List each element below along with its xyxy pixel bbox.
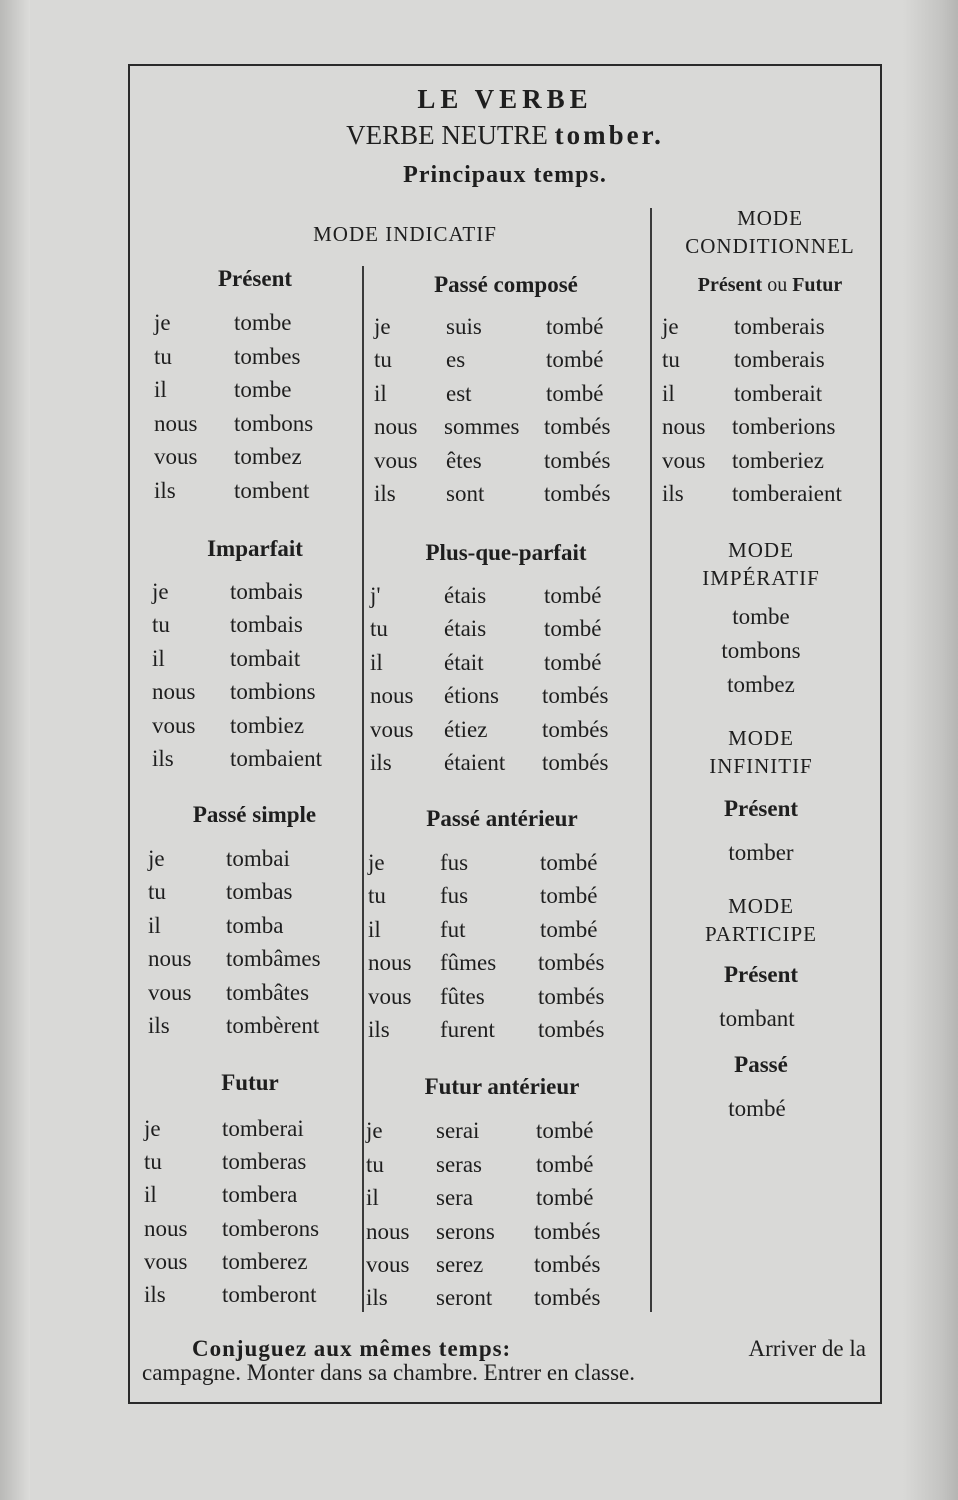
conj-cell: il (144, 1182, 157, 1207)
conj-cell: tombé (540, 917, 598, 942)
conj-cell: il (152, 646, 165, 671)
infinitif-form: tomber (728, 840, 794, 865)
conj-cell: ils (152, 746, 174, 771)
conj-cell: tu (152, 612, 170, 637)
imperatif-form: tombez (727, 672, 795, 697)
conj-cell: étais (444, 583, 487, 608)
conj-cell: sont (446, 481, 485, 506)
heading-passe-simple: Passé simple (192, 802, 317, 827)
conj-cell: tu (148, 879, 166, 904)
conj-cell: tomberons (222, 1216, 320, 1241)
conjugation-table (128, 64, 882, 1404)
conj-cell: tu (144, 1149, 162, 1174)
conj-cell: vous (152, 713, 196, 738)
conj-cell: tu (368, 883, 386, 908)
mode-imperatif-label: MODE IMPÉRATIF (702, 538, 820, 590)
conj-cell: il (662, 381, 675, 406)
conj-cell: tu (374, 347, 392, 372)
subtitle (130, 120, 880, 151)
conj-cell: tombé (544, 650, 602, 675)
conj-cell: tombés (538, 1017, 605, 1042)
conj-cell: tombé (546, 381, 604, 406)
conj-cell: fus (440, 850, 469, 875)
conj-cell: tomberait (734, 381, 823, 406)
conj-cell: tombâtes (226, 980, 310, 1005)
conj-cell: tombé (540, 883, 598, 908)
conj-cell: tu (370, 616, 388, 641)
conj-cell: tomberont (222, 1282, 317, 1307)
conj-cell: je (152, 579, 169, 604)
conj-cell: tombés (544, 481, 611, 506)
mode-participe-label: MODE PARTICIPE (705, 894, 817, 946)
conj-cell: tombés (534, 1285, 601, 1310)
conj-cell: tombent (234, 478, 310, 503)
conj-cell: tombions (230, 679, 316, 704)
conj-cell: vous (370, 717, 414, 742)
conj-cell: tomberais (734, 314, 825, 339)
conj-cell: vous (662, 448, 706, 473)
conj-cell: sera (436, 1185, 474, 1210)
conj-cell: ils (144, 1282, 166, 1307)
conj-cell: tomberions (732, 414, 836, 439)
conj-cell: nous (662, 414, 706, 439)
conj-cell: êtes (446, 448, 482, 473)
mode-indicatif-label: MODE INDICATIF (313, 222, 497, 246)
conj-cell: ils (148, 1013, 170, 1038)
conj-cell: je (662, 314, 679, 339)
conj-cell: je (144, 1116, 161, 1141)
conj-cell: tombez (234, 444, 302, 469)
heading-conditionnel-present-futur: Présent ou Futur (697, 274, 843, 296)
conj-cell: tombés (542, 683, 609, 708)
conj-cell: nous (370, 683, 414, 708)
conj-cell: tombera (222, 1182, 298, 1207)
conj-cell: nous (148, 946, 192, 971)
conj-cell: sommes (444, 414, 520, 439)
conj-cell: tombé (546, 347, 604, 372)
imperatif-form: tombons (721, 638, 801, 663)
conj-cell: tu (366, 1152, 384, 1177)
conj-cell: tu (662, 347, 680, 372)
conj-cell: tombés (538, 984, 605, 1009)
conj-cell: tomberez (222, 1249, 308, 1274)
conj-cell: fûtes (440, 984, 485, 1009)
conj-cell: furent (440, 1017, 495, 1042)
conj-cell: est (446, 381, 472, 406)
conj-cell: fus (440, 883, 469, 908)
conj-cell: tombaient (230, 746, 322, 771)
conj-cell: tombèrent (226, 1013, 320, 1038)
conj-cell: tombé (544, 583, 602, 608)
conj-cell: tombé (540, 850, 598, 875)
conj-cell: étiez (444, 717, 488, 742)
conj-cell: ils (366, 1285, 388, 1310)
conj-cell: serons (436, 1219, 495, 1244)
conj-cell: es (446, 347, 466, 372)
conj-cell: tombé (536, 1152, 594, 1177)
conj-cell: vous (144, 1249, 188, 1274)
conj-cell: étions (444, 683, 499, 708)
participe-passe-form: tombé (728, 1096, 786, 1121)
conj-cell: tombé (544, 616, 602, 641)
conj-cell: était (444, 650, 484, 675)
conj-cell: tombés (538, 950, 605, 975)
exercise-line-1: Conjuguez aux mêmes temps: Arriver de la (192, 1336, 866, 1361)
conj-cell: je (154, 310, 171, 335)
principaux-temps: Principaux temps. (403, 162, 607, 188)
conj-cell: tombait (230, 646, 301, 671)
conj-cell: tombe (234, 310, 292, 335)
conj-cell: il (370, 650, 383, 675)
conj-cell: vous (148, 980, 192, 1005)
conj-cell: tombai (226, 846, 290, 871)
heading-futur: Futur (221, 1070, 279, 1095)
column-divider-right (650, 208, 652, 1312)
column-divider-left (362, 266, 364, 1312)
conj-cell: vous (366, 1252, 410, 1277)
conj-cell: tomba (226, 913, 284, 938)
conj-cell: tombiez (230, 713, 305, 738)
conj-cell: seras (436, 1152, 482, 1177)
conj-cell: nous (366, 1219, 410, 1244)
conj-cell: tomberais (734, 347, 825, 372)
mode-infinitif-label: MODE INFINITIF (709, 726, 813, 778)
conj-cell: il (374, 381, 387, 406)
conj-cell: il (366, 1185, 379, 1210)
heading-futur-anterieur: Futur antérieur (424, 1074, 580, 1099)
conj-cell: ils (368, 1017, 390, 1042)
conj-cell: je (374, 314, 391, 339)
conj-cell: tombés (544, 414, 611, 439)
conj-cell: ils (374, 481, 396, 506)
heading-plus-que-parfait: Plus-que-parfait (425, 540, 587, 565)
conj-cell: je (368, 850, 385, 875)
conj-cell: seront (436, 1285, 493, 1310)
conj-cell: tombé (536, 1118, 594, 1143)
page-edge (0, 0, 30, 1500)
imperatif-form: tombe (732, 604, 790, 629)
conj-cell: tombais (230, 579, 303, 604)
conj-cell: nous (154, 411, 198, 436)
conj-cell: fut (440, 917, 466, 942)
conj-cell: ils (370, 750, 392, 775)
page-title: LE VERBE (417, 84, 593, 114)
conj-cell: il (154, 377, 167, 402)
conj-cell: il (148, 913, 161, 938)
conj-cell: j' (370, 583, 381, 608)
conj-cell: tombé (546, 314, 604, 339)
heading-imparfait: Imparfait (207, 536, 303, 561)
conj-cell: tomberiez (732, 448, 824, 473)
heading-participe-present: Présent (723, 962, 799, 987)
conj-cell: nous (374, 414, 418, 439)
conj-cell: ils (662, 481, 684, 506)
conj-cell: nous (368, 950, 412, 975)
conj-cell: tombés (534, 1219, 601, 1244)
conj-cell: tomberai (222, 1116, 304, 1141)
conj-cell: tombons (234, 411, 314, 436)
mode-conditionnel-label: MODE CONDITIONNEL (685, 206, 855, 258)
heading-infinitif-present: Présent (723, 796, 799, 821)
conj-cell: tombé (536, 1185, 594, 1210)
conj-cell: vous (374, 448, 418, 473)
conj-cell: tombés (542, 750, 609, 775)
conj-cell: tomberaient (732, 481, 842, 506)
conj-cell: étais (444, 616, 487, 641)
conj-cell: je (366, 1118, 383, 1143)
conj-cell: tombe (234, 377, 292, 402)
conj-cell: il (368, 917, 381, 942)
page-fold (903, 0, 958, 1500)
conj-cell: fûmes (440, 950, 497, 975)
subtitle-verb: tomber. (554, 120, 664, 150)
heading-passe-compose: Passé composé (434, 272, 578, 297)
conj-cell: suis (446, 314, 482, 339)
conj-cell: tombais (230, 612, 303, 637)
exercise-line-2: campagne. Monter dans sa chambre. Entrer en classe. (142, 1360, 636, 1385)
conj-cell: je (148, 846, 165, 871)
conj-cell: serez (436, 1252, 484, 1277)
conj-cell: nous (152, 679, 196, 704)
conj-cell: tomberas (222, 1149, 307, 1174)
participe-present-form: tombant (719, 1006, 795, 1031)
conj-cell: tombés (534, 1252, 601, 1277)
heading-present: Présent (217, 266, 293, 291)
conj-cell: tombés (542, 717, 609, 742)
exercise-instruction (142, 1336, 866, 1386)
conj-cell: étaient (444, 750, 506, 775)
conj-cell: ils (154, 478, 176, 503)
heading-passe-anterieur: Passé antérieur (426, 806, 578, 831)
conj-cell: tu (154, 344, 172, 369)
subtitle-prefix: VERBE NEUTRE (346, 120, 548, 150)
conj-cell: serai (436, 1118, 480, 1143)
heading-participe-passe: Passé (734, 1052, 788, 1077)
conj-cell: vous (154, 444, 198, 469)
conj-cell: vous (368, 984, 412, 1009)
conj-cell: tombes (234, 344, 301, 369)
conj-cell: tombâmes (226, 946, 321, 971)
conj-cell: tombés (544, 448, 611, 473)
conj-cell: nous (144, 1216, 188, 1241)
conj-cell: tombas (226, 879, 293, 904)
